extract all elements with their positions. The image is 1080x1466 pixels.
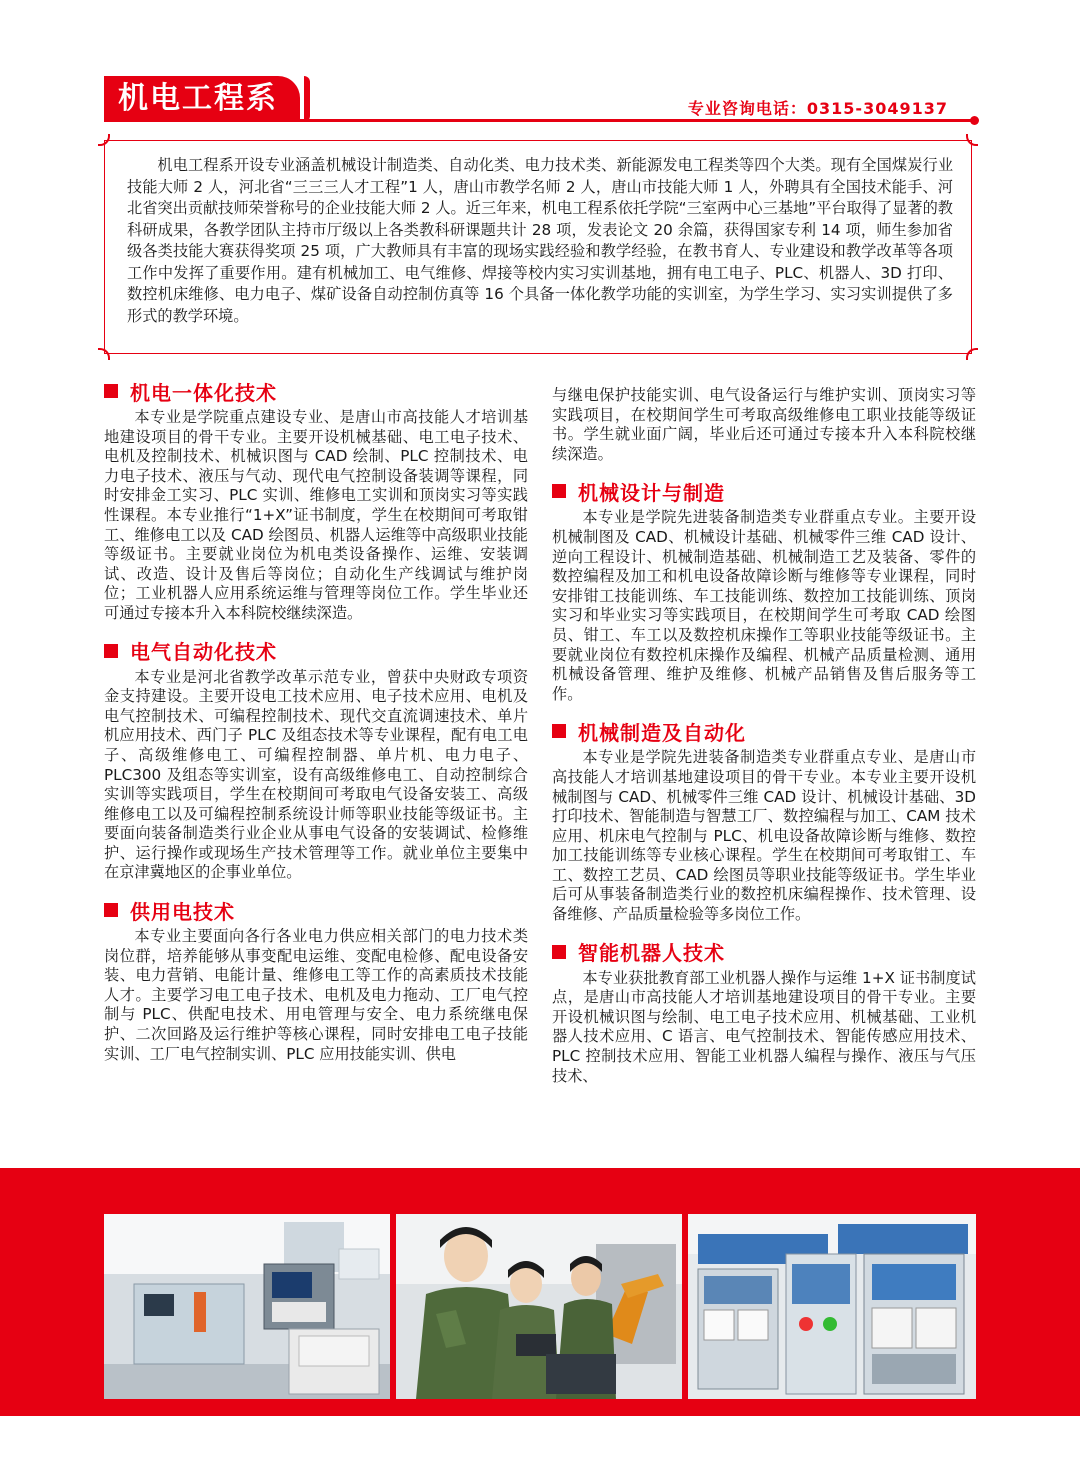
red-square-icon xyxy=(104,903,118,917)
control-panels-photo xyxy=(688,1214,976,1399)
intro-corner-decor xyxy=(966,134,978,146)
intro-text: 机电工程系开设专业涵盖机械设计制造类、自动化类、电力技术类、新能源发电工程类等四个大类。现有全国煤炭行业技能大师 2 人，河北省“三三三人才工程”1 人，唐山市教学名师 2 人，唐山市技能大师 1 人，外聘具有全国技术能手、河北省突出贡献技师荣誉称号的企业技能大师 2 人。近三年来，机电工程系依托学院“三室两中心三基地”平台取得了显著的教科研成果，各教学团队主持市厅级以上各类教科研课题共计 28 项，发表论文 20 余篇，获得国家专利 14 项，师生参加省级各类技能大赛获得奖项 25 项，广大教师具有丰富的现场实践经验和教学经验，在教书育人、专业建设和教学改革等各项工作中发挥了重要作用。建有机械加工、电气维修、焊接等校内实习实训基地，拥有电工电子、PLC、机器人、3D 打印、数控机床维修、电力电子、煤矿设备自动控制仿真等 16 个具备一体化教学功能的实训室，为学生学习、实习实训提供了多形式的教学环境。 xyxy=(127,156,953,325)
red-square-icon xyxy=(552,484,566,498)
section-header-mechatronics xyxy=(104,378,528,404)
red-square-icon xyxy=(552,945,566,959)
section-body: 本专业是学院先进装备制造类专业群重点专业、是唐山市高技能人才培训基地建设项目的骨干专业。本专业主要开设机械制图与 CAD、机械零件三维 CAD 设计、机械设计基础、3D 打印技术、智能制造与智慧工厂、数控编程与加工、CAM 技术应用、机床电气控制与 PLC、机电设备故障诊断与维修、数控加工技能训练等专业核心课程。学生在校期间可考取钳工、车工、数控工艺员、CAD 绘图员等职业技能等级证书。学生毕业后可从事装备制造类行业的数控机床编程操作、技术管理、设备维修、产品质量检验等多岗位工作。 xyxy=(552,748,976,924)
left-column xyxy=(104,378,528,1078)
header-divider-dot xyxy=(970,116,979,125)
students-training-photo xyxy=(396,1214,682,1399)
section-title: 机械制造及自动化 xyxy=(578,720,746,745)
intro-corner-decor xyxy=(98,348,110,360)
section-title: 供用电技术 xyxy=(130,899,235,924)
lab-equipment-photo xyxy=(104,1214,390,1399)
section-body: 本专业主要面向各行各业电力供应相关部门的电力技术类岗位群，培养能够从事变配电运维、变配电检修、配电设备安装、电力营销、电能计量、维修电工等工作的高素质技术技能人才。主要学习电工电子技术、电机及电力拖动、工厂电气控制与 PLC、供配电技术、用电管理与安全、电力系统继电保护、二次回路及运行维护等核心课程，同时安排电工电子技能实训、工厂电气控制实训、PLC 应用技能实训、供电 xyxy=(104,927,528,1063)
section-header-intelligent-robotics xyxy=(552,939,976,965)
header-divider xyxy=(104,119,972,122)
section-body: 本专业是学院重点建设专业、是唐山市高技能人才培训基地建设项目的骨干专业。主要开设机械基础、电工电子技术、电机及控制技术、机械识图与 CAD 绘制、PLC 控制技术、电力电子技术、液压与气动、现代电气控制设备装调等课程，同时安排金工实习、PLC 实训、维修电工实训和顶岗实习等实践性课程。本专业推行“1+X”证书制度，学生在校期间可考取钳工、维修电工以及 CAD 绘图员、机器人运维等中高级职业技能等级证书。主要就业岗位为机电类设备操作、运维、安装调试、改造、设计及售后等岗位；自动化生产线调试与维护岗位；工业机器人应用系统运维与管理等岗位工作。学生毕业还可通过专接本升入本科院校继续深造。 xyxy=(104,408,528,622)
section-body: 本专业是学院先进装备制造类专业群重点专业。主要开设机械制图及 CAD、机械设计基础、机械零件三维 CAD 设计、逆向工程设计、机械制造基础、机械制造工艺及装备、零件的数控编程及加工和机电设备故障诊断与维修等专业课程，同时安排钳工技能训练、车工技能训练、数控加工技能训练、顶岗实习和毕业实习等实践项目，在校期间学生可考取 CAD 绘图员、钳工、车工以及数控机床操作工等职业技能等级证书。主要就业岗位有数控机床操作及编程、机械产品质量检测、通用机械设备管理、维护及维修、机械产品销售及售后服务等工作。 xyxy=(552,508,976,703)
red-square-icon xyxy=(104,644,118,658)
section-title: 机械设计与制造 xyxy=(578,480,725,505)
section-header-mechanical-design xyxy=(552,478,976,504)
red-square-icon xyxy=(104,384,118,398)
section-title: 机电一体化技术 xyxy=(130,380,277,405)
red-square-icon xyxy=(552,724,566,738)
phone-number[interactable]: 专业咨询电话：0315-3049137 xyxy=(687,99,948,118)
section-body: 本专业是河北省教学改革示范专业，曾获中央财政专项资金支持建设。主要开设电工技术应用、电子技术应用、电机及电气控制技术、可编程控制技术、现代交直流调速技术、单片机应用技术、西门子 PLC 及组态技术等专业课程，配有电工电子、高级维修电工、可编程控制器、单片机、电力电子、PLC300 及组态等实训室，设有高级维修电工、自动控制综合实训等实践项目，学生在校期间可考取电气设备安装工、高级维修电工以及可编程控制系统设计师等职业技能等级证书。主要面向装备制造类行业企业从事电气设备的安装调试、检修维护、运行操作或现场生产技术管理等工作。就业单位主要集中在京津冀地区的企事业单位。 xyxy=(104,667,528,882)
intro-box xyxy=(104,140,972,354)
section-body: 本专业获批教育部工业机器人操作与运维 1+X 证书制度试点，是唐山市高技能人才培训基地建设项目的骨干专业。主要开设机械识图与绘制、电工电子技术应用、机械基础、工业机器人技术应用、C 语言、电气控制技术、智能传感应用技术、PLC 控制技术应用、智能工业机器人编程与操作、液压与气压技术、 xyxy=(552,968,976,1085)
section-header-electrical-automation xyxy=(104,638,528,664)
section-body-continued: 与继电保护技能实训、电气设备运行与维护实训、顶岗实习等实践项目，在校期间学生可考取高级维修电工职业技能等级证书。学生就业面广阔，毕业后还可通过专接本升入本科院校继续深造。 xyxy=(552,386,976,463)
section-title: 电气自动化技术 xyxy=(130,640,277,665)
right-column xyxy=(552,386,976,1100)
department-title: 机电工程系 xyxy=(104,76,300,122)
section-title: 智能机器人技术 xyxy=(578,941,725,966)
section-header-power-supply xyxy=(104,897,528,923)
section-header-manufacturing-automation xyxy=(552,718,976,744)
